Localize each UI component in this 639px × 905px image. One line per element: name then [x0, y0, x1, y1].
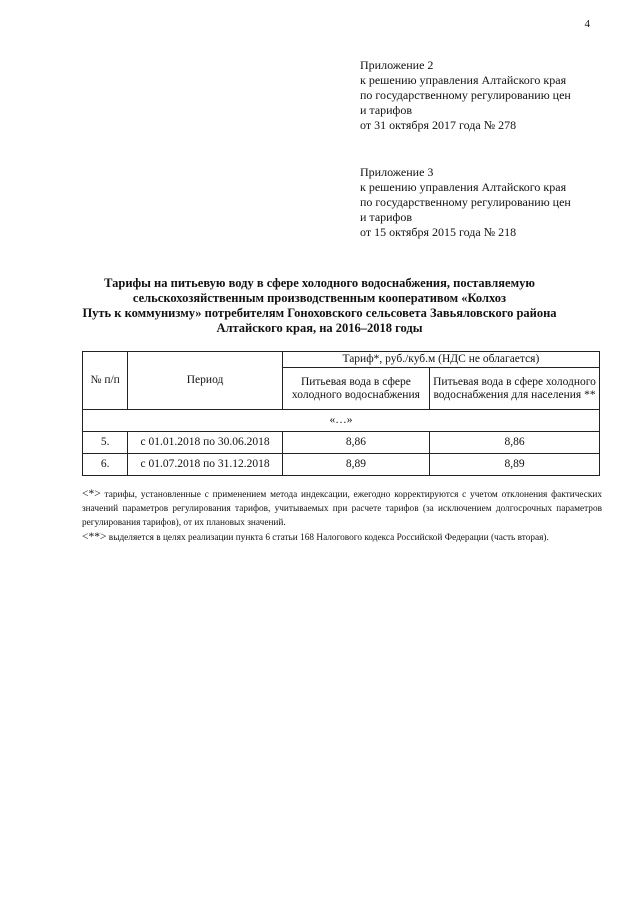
appendix-3-line: от 15 октября 2015 года № 218: [360, 225, 517, 239]
table-ellipsis-row: [83, 410, 600, 432]
table-row: [83, 454, 600, 476]
footnote-2: [82, 530, 602, 545]
cell-period: с 01.07.2018 по 31.12.2018: [128, 454, 282, 476]
appendix-2-line: по государственному регулированию цен: [360, 88, 571, 102]
footnote-1-text: тарифы, установленные с применением метода индексации, ежегодно корректируются с учетом отклонения фактических значений параметров регулирования тарифов, учитываемых при расчете тарифов (за исключением долгосрочных параметров регулирования тарифов), от их плановых значений.: [82, 490, 602, 528]
cell-num: 5.: [83, 432, 128, 454]
header-tariff-2: Питьевая вода в сфере холодного водоснабжения для населения **: [430, 368, 600, 410]
appendix-3-header: [360, 165, 610, 240]
header-tariff-1: Питьевая вода в сфере холодного водоснабжения: [282, 368, 429, 410]
tariff-table: [82, 351, 600, 476]
appendix-2-header: [360, 58, 610, 133]
appendix-2-line: от 31 октября 2017 года № 278: [360, 118, 517, 132]
cell-num: 6.: [83, 454, 128, 476]
table-row: [83, 432, 600, 454]
title-line: Тарифы на питьевую воду в сфере холодного водоснабжения, поставляемую: [104, 276, 535, 290]
appendix-3-line: к решению управления Алтайского края: [360, 180, 567, 194]
appendix-2-line: и тарифов: [360, 103, 413, 117]
appendix-3-line: по государственному регулированию цен: [360, 195, 571, 209]
footnote-1: [82, 487, 602, 530]
cell-tariff-1: 8,89: [282, 454, 429, 476]
header-period: Период: [128, 352, 282, 410]
table-header-row: [83, 352, 600, 368]
cell-period: с 01.01.2018 по 30.06.2018: [128, 432, 282, 454]
title-line: Путь к коммунизму» потребителям Гоноховского сельсовета Завьяловского района: [82, 306, 557, 320]
cell-tariff-1: 8,86: [282, 432, 429, 454]
title-line: Алтайского края, на 2016–2018 годы: [216, 321, 423, 335]
cell-tariff-2: 8,86: [430, 432, 600, 454]
ellipsis-cell: «…»: [83, 410, 600, 432]
appendix-3-line: и тарифов: [360, 210, 413, 224]
footnote-2-text: выделяется в целях реализации пункта 6 статьи 168 Налогового кодекса Российской Федерации (часть вторая).: [106, 533, 549, 543]
header-tariff-group: Тариф*, руб./куб.м (НДС не облагается): [282, 352, 599, 368]
footnotes: [82, 487, 602, 545]
footnote-2-mark: <**>: [82, 531, 107, 543]
appendix-2-line: Приложение 2: [360, 58, 434, 72]
cell-tariff-2: 8,89: [430, 454, 600, 476]
appendix-2-line: к решению управления Алтайского края: [360, 73, 567, 87]
appendix-3-line: Приложение 3: [360, 165, 434, 179]
document-title: [60, 276, 579, 336]
title-line: сельскохозяйственным производственным кооперативом «Колхоз: [132, 291, 507, 305]
header-num: № п/п: [83, 352, 128, 410]
footnote-1-mark: <*>: [82, 488, 101, 500]
page-number: 4: [584, 18, 590, 30]
